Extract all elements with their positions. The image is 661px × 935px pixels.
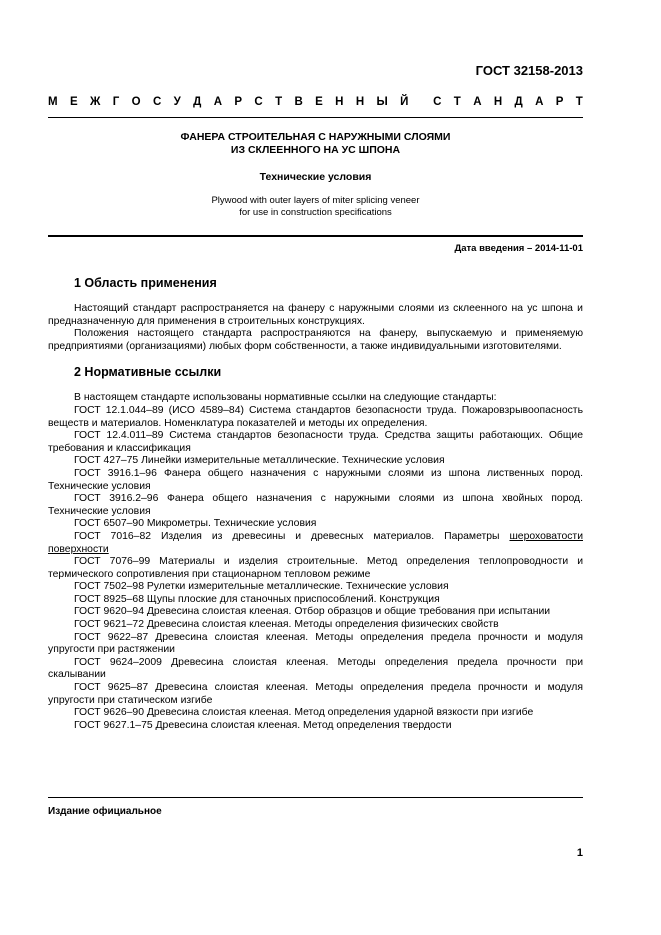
reference-item: ГОСТ 8925–68 Щупы плоские для станочных приспособлений. Конструкция xyxy=(74,593,440,605)
banner-letter: Г xyxy=(112,96,120,108)
reference-item: ГОСТ 9626–90 Древесина слоистая клееная. Метод определения ударной вязкости при изгибе xyxy=(74,707,534,719)
reference-item: ГОСТ 6507–90 Микрометры. Технические условия xyxy=(74,518,317,530)
rule-footer xyxy=(48,797,583,798)
english-title-line: Plywood with outer layers of miter splicing veneer xyxy=(211,195,420,206)
reference-text: ГОСТ 7016–82 Изделия из древесины и древесных материалов. Параметры xyxy=(74,530,510,542)
english-title-line: for use in construction specifications xyxy=(239,207,392,218)
official-edition-label: Издание официальное xyxy=(48,806,162,817)
reference-item: ГОСТ 9621–72 Древесина слоистая клееная. Методы определения физических свойств xyxy=(74,619,499,631)
banner-letter: В xyxy=(294,96,303,108)
section-heading: 2 Нормативные ссылки xyxy=(74,365,222,380)
section-heading: 1 Область применения xyxy=(74,276,217,290)
doc-code: ГОСТ 32158-2013 xyxy=(475,63,583,78)
reference-item: ГОСТ 427–75 Линейки измерительные металлические. Технические условия xyxy=(74,455,445,467)
banner-letter: О xyxy=(131,96,141,108)
reference-item: ГОСТ 9624–2009 Древесина слоистая клееная. Методы определения предела прочности при скалывании xyxy=(48,656,583,681)
reference-item: ГОСТ 9625–87 Древесина слоистая клееная. Методы определения предела прочности и модуля упругости при статическом изгибе xyxy=(48,682,583,706)
banner-letter: Н xyxy=(335,96,344,108)
title-block xyxy=(48,131,583,219)
banner-letter: Н xyxy=(355,96,365,108)
banner-letter: Д xyxy=(514,96,523,108)
reference-item: ГОСТ 7076–99 Материалы и изделия строительные. Метод определения теплопроводности и термического сопротивления при стационарном тепловом режиме xyxy=(48,556,583,580)
standard-banner xyxy=(48,96,583,108)
banner-letter: А xyxy=(213,96,223,108)
banner-letter: Д xyxy=(193,96,202,108)
banner-letter: Т xyxy=(575,96,583,108)
paragraph: Настоящий стандарт распространяется на фанеру с наружными слоями из склеенного на ус шпона и предназначенную для применения в строительных конструкциях. xyxy=(48,303,583,327)
banner-letter: Р xyxy=(555,96,564,108)
reference-item: ГОСТ 12.4.011–89 Система стандартов безопасности труда. Средства защиты работающих. Общие требования и классификация xyxy=(48,430,583,454)
banner-letter: Й xyxy=(400,96,409,108)
banner-letter: Е xyxy=(69,96,78,108)
banner-letter: А xyxy=(535,96,544,108)
reference-item: ГОСТ 7502–98 Рулетки измерительные металлические. Технические условия xyxy=(74,581,449,593)
document-body xyxy=(48,276,583,732)
reference-item xyxy=(48,531,583,556)
banner-letter: Н xyxy=(493,96,503,108)
english-title xyxy=(48,195,583,219)
reference-item: ГОСТ 9620–94 Древесина слоистая клееная. Отбор образцов и общие требования при испытании xyxy=(74,606,551,618)
document-title xyxy=(48,131,583,157)
banner-letter: А xyxy=(473,96,482,108)
banner-letter: Ы xyxy=(376,96,388,108)
reference-item: ГОСТ 3916.1–96 Фанера общего назначения с наружными слоями из шпона лиственных пород. Технические условия xyxy=(48,467,583,492)
banner-letter: Т xyxy=(453,96,461,108)
title-line: ИЗ СКЛЕЕННОГО НА УС ШПОНА xyxy=(230,144,401,156)
reference-item: ГОСТ 12.1.044–89 (ИСО 4589–84) Система стандартов безопасности труда. Пожаровзрывоопасность веществ и материалов. Номенклатура показателей и методы их определения. xyxy=(48,404,583,429)
title-line: ФАНЕРА СТРОИТЕЛЬНАЯ С НАРУЖНЫМИ СЛОЯМИ xyxy=(180,131,451,143)
rule-thick xyxy=(48,235,583,237)
document-subtitle: Технические условия xyxy=(259,171,372,183)
banner-letter: С xyxy=(254,96,263,108)
banner-letter: М xyxy=(48,96,58,108)
reference-link[interactable]: шероховатости поверхности xyxy=(48,530,583,555)
banner-letter: С xyxy=(433,96,442,108)
banner-letter: У xyxy=(173,96,181,108)
reference-item: ГОСТ 9622–87 Древесина слоистая клееная. Методы определения предела прочности и модуля упругости при растяжении xyxy=(48,631,583,656)
page-number: 1 xyxy=(576,847,583,859)
banner-letter: Ж xyxy=(89,96,101,108)
rule-thin xyxy=(48,117,583,118)
reference-item: ГОСТ 9627.1–75 Древесина слоистая клееная. Метод определения твердости xyxy=(74,719,452,731)
paragraph: Положения настоящего стандарта распространяются на фанеру, выпускаемую и применяемую предприятиями (организациями) любых форм собственности, а также индивидуальными изготовителями. xyxy=(48,328,583,352)
banner-letter: Р xyxy=(234,96,243,108)
paragraph: В настоящем стандарте использованы нормативные ссылки на следующие стандарты: xyxy=(74,392,497,404)
intro-date: Дата введения – 2014-11-01 xyxy=(454,243,583,254)
banner-letter: Т xyxy=(275,96,283,108)
banner-letter: Е xyxy=(315,96,323,108)
banner-letter: С xyxy=(152,96,162,108)
reference-item: ГОСТ 3916.2–96 Фанера общего назначения с наружными слоями из шпона хвойных пород. Технические условия xyxy=(48,493,583,517)
